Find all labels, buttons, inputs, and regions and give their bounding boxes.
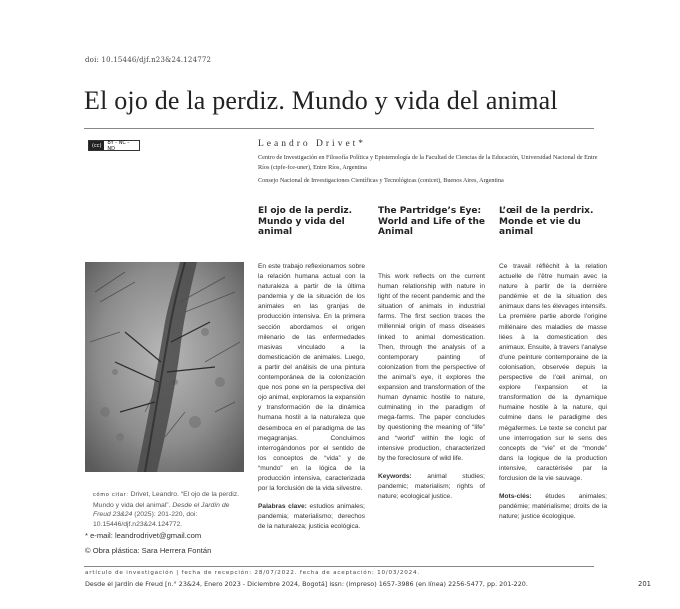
article-title: El ojo de la perdiz. Mundo y vida del animal	[84, 86, 558, 115]
keywords-fr-text: études animales; pandémie; matérialisme; droits de la nature; justice écologique.	[499, 493, 607, 521]
affiliation-1: Centro de Investigación en Filosofía Política y Epistemología de la Facultad de Ciencias de la Educación, Universidad Nacional de Entre Ríos (cipfe-fce-uner), Entre Ríos, Argentina	[258, 154, 598, 171]
author-name: Leandro Drivet*	[258, 139, 367, 149]
keywords-en-text: animal studies; pandemic; materialism; rights of nature; ecological justice.	[378, 472, 485, 500]
citation-journal: Desde el Jardín de Freud 23&24	[93, 501, 230, 518]
cc-license-terms: BY - NC - ND	[107, 139, 130, 152]
abstract-es-text: En este trabajo reflexionamos sobre la relación humana actual con la naturaleza a partir de la última pandemia y de la situación de los animales en las granjas de producción intensiva. En la primera sección abordamos el origen milenario de las enfermedades masivas vinculado a la domesticación de animales. Luego, a partir del análisis de una pintura contemporánea de la colonización que nos pone en la perspectiva del ojo animal, exploramos la expansión y transformación de la dinámica humana hostil a la naturaleza que desemboca en el paradigma de las megagranjas. Concluimos interrogándonos por el sentido de los conceptos de “vida” y de “mundo” en la lógica de la producción intensiva, caracterizada por la forclusión de la vida silvestre.	[258, 263, 365, 493]
cc-license-badge[interactable]	[88, 140, 140, 151]
heading-en: The Partridge’s Eye: World and Life of the Animal	[378, 206, 485, 237]
keywords-es	[258, 502, 365, 532]
partridge-artwork-illustration	[85, 262, 244, 472]
citation-text-1: Drivet, Leandro. “El ojo de la perdiz. Mundo y vida del animal”.	[93, 491, 240, 509]
keywords-en-label: Keywords:	[378, 472, 412, 480]
footer-journal-info: Desde el Jardín de Freud [n.° 23&24, Enero 2023 - Diciembre 2024, Bogotá] issn: (impreso) 1657-3986 (en línea) 2256-5477, pp. 201-220.	[85, 580, 528, 588]
citation-block	[93, 490, 241, 529]
page-number: 201	[638, 580, 651, 588]
affiliation-2: Consejo Nacional de Investigaciones Científicas y Tecnológicas (conicet), Buenos Aires, Argentina	[258, 177, 504, 184]
heading-fr: L’œil de la perdrix. Monde et vie du animal	[499, 206, 594, 237]
keywords-fr-label: Mots-clés:	[499, 493, 532, 501]
keywords-en	[378, 472, 485, 502]
citation-label: cómo citar:	[93, 492, 129, 498]
author-email[interactable]: * e-mail: leandrodrivet@gmail.com	[85, 531, 202, 540]
heading-es: El ojo de la perdiz. Mundo y vida del animal	[258, 206, 353, 237]
abstract-fr	[499, 262, 607, 522]
keywords-es-text: estudios animales; pandemia; materialismo; derechos de la naturaleza; justicia ecológica.	[258, 503, 365, 531]
citation-text-2: (2025): 201-220, doi: 10.15446/djf.n23&24.124772.	[93, 511, 198, 528]
artwork-image	[85, 262, 244, 472]
abstract-fr-text: Ce travail réfléchit à la relation actuelle de l’être humain avec la nature à partir de la dernière pandémie et de la situation des animaux dans les élevages intensifs. La première partie aborde l’origine millénaire des maladies de masse liées à la domestication des animaux. Ensuite, à travers l’analyse d’une peinture contemporaine de la colonisation, observée depuis la perspective de l’œil animal, on explore l’expansion et la transformation de la dynamique humaine hostile à la nature, qui culmine dans le paradigme des mégafermes. Le texte se conclut par une interrogation sur le sens des concepts de “vie” et de “monde” dans la logique de la production intensive, caractérisée par la forclusion de la vie sauvage.	[499, 263, 607, 482]
title-divider	[84, 128, 594, 129]
abstract-es	[258, 262, 365, 532]
cc-license-icon: (cc)	[89, 141, 104, 150]
footer-divider	[84, 566, 594, 567]
keywords-fr	[499, 492, 607, 522]
keywords-es-label: Palabras clave:	[258, 503, 307, 511]
doi-line: doi: 10.15446/djf.n23&24.124772	[85, 56, 212, 64]
footer-dates: artículo de investigación | fecha de recepción: 28/07/2022. fecha de aceptación: 10/03/2024.	[85, 570, 420, 576]
abstract-en	[378, 272, 485, 502]
abstract-en-text: This work reflects on the current human relationship with nature in light of the recent pandemic and the situation of animals in industrial farms. The first section traces the millennial origin of mass diseases linked to animal domestication. Then, through the analysis of a contemporary painting of colonization from the perspective of the animal’s eye, it explores the expansion and transformation of the human dynamic hostile to nature, culminating in the paradigm of mega-farms. The paper concludes by questioning the meaning of “life” and “world” within the logic of intensive production, characterized by the foreclosure of wild life.	[378, 273, 485, 462]
artwork-credit: © Obra plástica: Sara Herrera Fontán	[85, 546, 212, 555]
